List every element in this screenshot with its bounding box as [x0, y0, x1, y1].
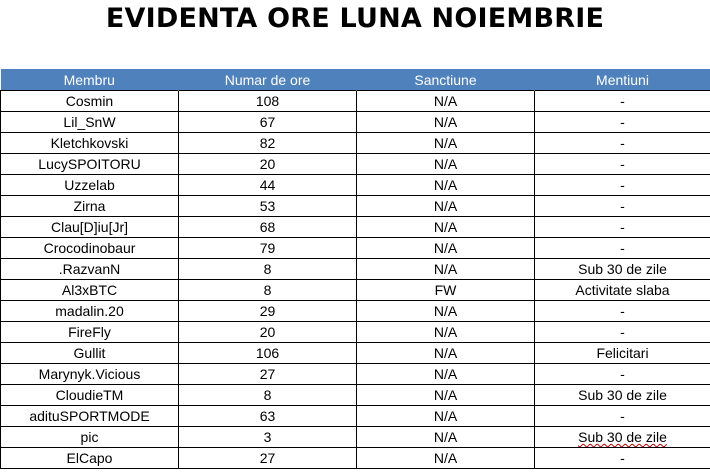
hours-cell [179, 448, 357, 469]
header-sanction: Sanctiune [357, 69, 535, 91]
mentions-cell [535, 343, 710, 364]
sanction-cell-text: N/A [433, 324, 458, 340]
mentions-cell [535, 322, 710, 343]
hours-cell [179, 133, 357, 154]
mentions-cell-text: - [620, 450, 625, 466]
sanction-cell [357, 385, 535, 406]
member-cell [1, 385, 179, 406]
mentions-cell-text: - [620, 240, 625, 256]
sanction-cell [357, 196, 535, 217]
member-cell [1, 259, 179, 280]
hours-cell [179, 427, 357, 448]
mentions-cell [535, 238, 710, 259]
member-cell-text: Al3xBTC [61, 282, 118, 298]
member-cell-text: Clau[D]iu[Jr] [50, 219, 129, 235]
member-cell [1, 217, 179, 238]
sanction-cell [357, 448, 535, 469]
table-row [1, 364, 710, 385]
sanction-cell-text: N/A [433, 177, 458, 193]
mentions-cell-text: - [620, 366, 625, 382]
sanction-cell [357, 364, 535, 385]
hours-cell-text: 53 [259, 198, 276, 214]
mentions-cell [535, 448, 710, 469]
member-cell-text: Lil_SnW [63, 114, 116, 130]
table-row [1, 154, 710, 175]
hours-cell-text: 44 [259, 177, 276, 193]
sanction-cell [357, 427, 535, 448]
hours-cell-text: 20 [259, 324, 276, 340]
sanction-cell-text: FW [434, 282, 457, 298]
mentions-cell-text: Sub 30 de zile [578, 429, 667, 445]
member-cell [1, 322, 179, 343]
hours-cell-text: 27 [259, 366, 276, 382]
hours-cell-text: 20 [259, 156, 276, 172]
sanction-cell [357, 301, 535, 322]
sanction-cell-text: N/A [433, 429, 458, 445]
member-cell-text: Crocodinobaur [43, 240, 136, 256]
table-row [1, 343, 710, 364]
hours-cell [179, 175, 357, 196]
hours-cell-text: 3 [263, 429, 272, 445]
hours-cell [179, 364, 357, 385]
member-cell-text: Gullit [73, 345, 106, 361]
sanction-cell [357, 133, 535, 154]
member-cell [1, 280, 179, 301]
hours-cell-text: 8 [263, 282, 272, 298]
member-cell-text: LucySPOITORU [38, 156, 141, 172]
hours-cell-text: 108 [255, 93, 280, 109]
member-cell-text: pic [80, 429, 99, 445]
mentions-cell [535, 385, 710, 406]
header-member: Membru [1, 69, 179, 91]
table-row [1, 112, 710, 133]
mentions-cell-text: - [620, 156, 625, 172]
member-cell [1, 196, 179, 217]
member-cell [1, 133, 179, 154]
member-cell-text: ElCapo [66, 450, 113, 466]
sanction-cell [357, 217, 535, 238]
mentions-cell [535, 280, 710, 301]
sanction-cell-text: N/A [433, 450, 458, 466]
member-cell-text: Marynyk.Vicious [38, 366, 141, 382]
mentions-cell [535, 175, 710, 196]
member-cell [1, 301, 179, 322]
hours-cell-text: 8 [263, 387, 272, 403]
table-row [1, 385, 710, 406]
table-row [1, 217, 710, 238]
hours-cell [179, 343, 357, 364]
member-cell-text: adituSPORTMODE [29, 408, 150, 424]
mentions-cell-text: - [620, 135, 625, 151]
member-cell-text: Cosmin [65, 93, 114, 109]
mentions-cell-text: Sub 30 de zile [578, 387, 667, 403]
mentions-cell [535, 91, 710, 112]
table-body [1, 91, 710, 469]
mentions-cell [535, 259, 710, 280]
member-cell [1, 427, 179, 448]
hours-cell [179, 154, 357, 175]
member-cell [1, 154, 179, 175]
member-cell [1, 238, 179, 259]
hours-cell [179, 238, 357, 259]
sanction-cell [357, 280, 535, 301]
mentions-cell [535, 406, 710, 427]
member-cell-text: FireFly [68, 324, 111, 340]
member-cell [1, 343, 179, 364]
mentions-cell-text: Sub 30 de zile [578, 261, 667, 277]
mentions-cell-text: - [620, 408, 625, 424]
sanction-cell-text: N/A [433, 240, 458, 256]
hours-cell-text: 82 [259, 135, 276, 151]
mentions-cell [535, 364, 710, 385]
hours-cell [179, 322, 357, 343]
member-cell [1, 448, 179, 469]
table-row [1, 133, 710, 154]
sanction-cell-text: N/A [433, 156, 458, 172]
hours-cell-text: 29 [259, 303, 276, 319]
sanction-cell-text: N/A [433, 135, 458, 151]
mentions-cell [535, 301, 710, 322]
member-cell [1, 364, 179, 385]
member-cell-text: Kletchkovski [50, 135, 129, 151]
mentions-cell [535, 427, 710, 448]
sanction-cell [357, 322, 535, 343]
hours-cell [179, 259, 357, 280]
sanction-cell [357, 154, 535, 175]
hours-cell [179, 385, 357, 406]
hours-cell-text: 106 [255, 345, 280, 361]
hours-table [0, 69, 710, 469]
sanction-cell-text: N/A [433, 408, 458, 424]
sanction-cell [357, 343, 535, 364]
sanction-cell [357, 175, 535, 196]
member-cell-text: Uzzelab [64, 177, 115, 193]
mentions-cell-text: - [620, 93, 625, 109]
sanction-cell [357, 238, 535, 259]
mentions-cell-text: - [620, 303, 625, 319]
mentions-cell-text: - [620, 219, 625, 235]
mentions-cell [535, 112, 710, 133]
member-cell [1, 406, 179, 427]
table-header-row [1, 69, 710, 91]
hours-cell [179, 301, 357, 322]
sanction-cell-text: N/A [433, 219, 458, 235]
hours-cell-text: 27 [259, 450, 276, 466]
sanction-cell [357, 112, 535, 133]
sanction-cell-text: N/A [433, 261, 458, 277]
member-cell [1, 112, 179, 133]
hours-cell [179, 112, 357, 133]
member-cell-text: CloudieTM [55, 387, 124, 403]
hours-cell [179, 217, 357, 238]
mentions-cell-text: - [620, 198, 625, 214]
mentions-cell-text: - [620, 177, 625, 193]
sanction-cell-text: N/A [433, 366, 458, 382]
sanction-cell [357, 259, 535, 280]
sanction-cell-text: N/A [433, 93, 458, 109]
table-row [1, 196, 710, 217]
hours-cell-text: 79 [259, 240, 276, 256]
table-row [1, 427, 710, 448]
table-row [1, 322, 710, 343]
mentions-cell [535, 196, 710, 217]
mentions-cell [535, 217, 710, 238]
header-mentions: Mentiuni [535, 69, 710, 91]
hours-cell-text: 67 [259, 114, 276, 130]
page-title: EVIDENTA ORE LUNA NOIEMBRIE [105, 3, 605, 34]
table-row [1, 259, 710, 280]
header-hours: Numar de ore [179, 69, 357, 91]
sanction-cell [357, 91, 535, 112]
table-row [1, 406, 710, 427]
mentions-cell-text: Felicitari [596, 345, 649, 361]
sanction-cell [357, 406, 535, 427]
sanction-cell-text: N/A [433, 387, 458, 403]
table-row [1, 175, 710, 196]
sanction-cell-text: N/A [433, 114, 458, 130]
member-cell [1, 175, 179, 196]
mentions-cell [535, 133, 710, 154]
member-cell-text: Zirna [73, 198, 106, 214]
table-row [1, 91, 710, 112]
mentions-cell-text: - [620, 114, 625, 130]
table-row [1, 448, 710, 469]
hours-cell-text: 68 [259, 219, 276, 235]
sanction-cell-text: N/A [433, 198, 458, 214]
table-row [1, 301, 710, 322]
hours-cell [179, 280, 357, 301]
member-cell-text: madalin.20 [55, 303, 124, 319]
hours-cell-text: 63 [259, 408, 276, 424]
hours-cell [179, 91, 357, 112]
hours-cell-text: 8 [263, 261, 272, 277]
table-row [1, 280, 710, 301]
sanction-cell-text: N/A [433, 345, 458, 361]
sanction-cell-text: N/A [433, 303, 458, 319]
member-cell-text: .RazvanN [58, 261, 121, 277]
hours-cell [179, 196, 357, 217]
mentions-cell-text: Activitate slaba [575, 282, 670, 298]
mentions-cell-text: - [620, 324, 625, 340]
table-row [1, 238, 710, 259]
hours-cell [179, 406, 357, 427]
mentions-cell [535, 154, 710, 175]
member-cell [1, 91, 179, 112]
